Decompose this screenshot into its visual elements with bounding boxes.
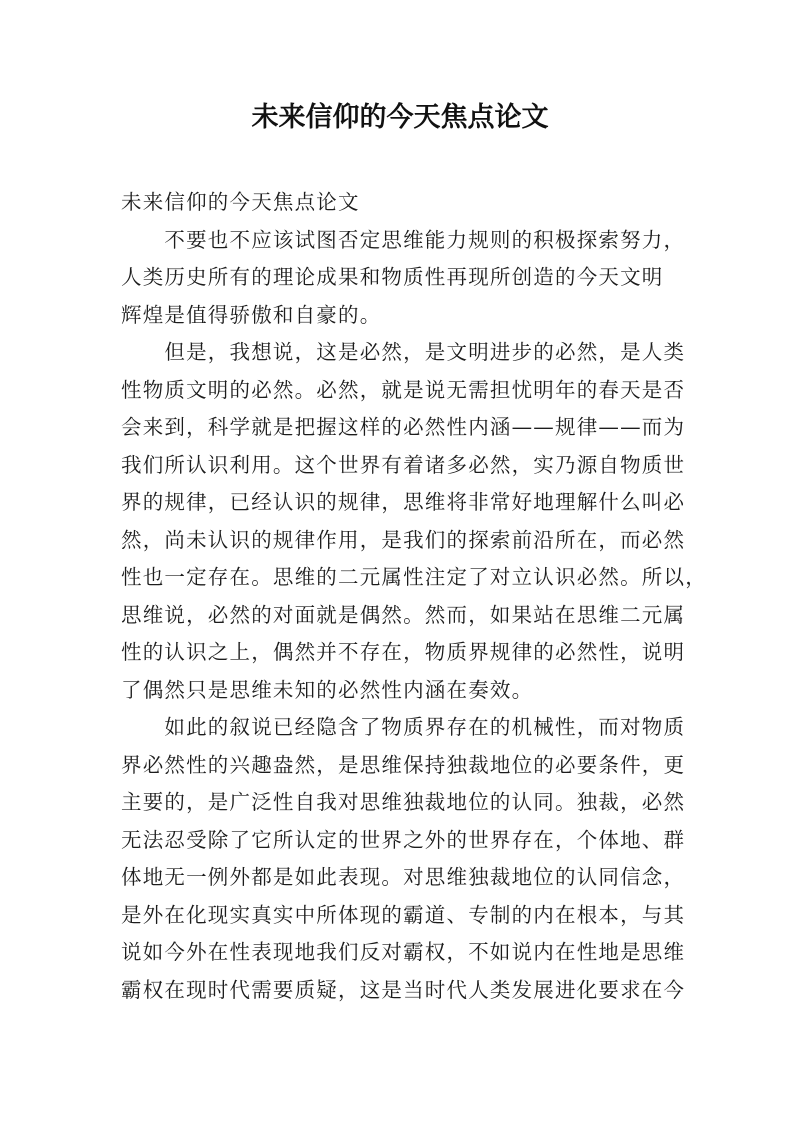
body-line: 说如今外在性表现地我们反对霸权，不如说内在性地是思维 bbox=[121, 940, 686, 964]
document-body bbox=[121, 184, 707, 1009]
body-line: 体地无一例外都是如此表现。对思维独裁地位的认同信念， bbox=[121, 865, 686, 889]
document-title: 未来信仰的今天焦点论文 bbox=[251, 102, 549, 133]
body-line: 然，尚未认识的规律作用，是我们的探索前沿所在，而必然 bbox=[121, 527, 686, 552]
body-line: 界的规律，已经认识的规律，思维将非常好地理解什么叫必 bbox=[121, 490, 686, 514]
body-line: 主要的，是广泛性自我对思维独裁地位的认同。独裁，必然 bbox=[121, 790, 686, 814]
body-line: 了偶然只是思维未知的必然性内涵在奏效。 bbox=[121, 677, 534, 702]
body-line: 我们所认识利用。这个世界有着诸多必然，实乃源自物质世 bbox=[121, 452, 686, 477]
body-line: 人类历史所有的理论成果和物质性再现所创造的今天文明 bbox=[121, 265, 664, 289]
body-line: 性物质文明的必然。必然，就是说无需担忧明年的春天是否 bbox=[121, 377, 686, 402]
body-line: 界必然性的兴趣盎然，是思维保持独裁地位的必要条件，更 bbox=[121, 752, 686, 777]
body-line: 会来到，科学就是把握这样的必然性内涵——规律——而为 bbox=[121, 415, 686, 439]
body-line: 霸权在现时代需要质疑，这是当时代人类发展进化要求在今 bbox=[121, 977, 686, 1002]
body-line: 思维说，必然的对面就是偶然。然而，如果站在思维二元属 bbox=[121, 602, 686, 627]
body-line: 是外在化现实真实中所体现的霸道、专制的内在根本，与其 bbox=[121, 902, 686, 927]
body-line: 如此的叙说已经隐含了物质界存在的机械性，而对物质 bbox=[121, 715, 686, 739]
body-line: 性也一定存在。思维的二元属性注定了对立认识必然。所以， bbox=[121, 565, 707, 589]
body-line: 不要也不应该试图否定思维能力规则的积极探索努力， bbox=[121, 227, 686, 252]
body-line: 性的认识之上，偶然并不存在，物质界规律的必然性，说明 bbox=[121, 640, 686, 664]
body-line: 未来信仰的今天焦点论文 bbox=[121, 190, 360, 214]
body-line: 辉煌是值得骄傲和自豪的。 bbox=[121, 302, 382, 327]
body-line: 但是，我想说，这是必然，是文明进步的必然，是人类 bbox=[121, 340, 686, 364]
body-line: 无法忍受除了它所认定的世界之外的世界存在，个体地、群 bbox=[121, 827, 686, 852]
